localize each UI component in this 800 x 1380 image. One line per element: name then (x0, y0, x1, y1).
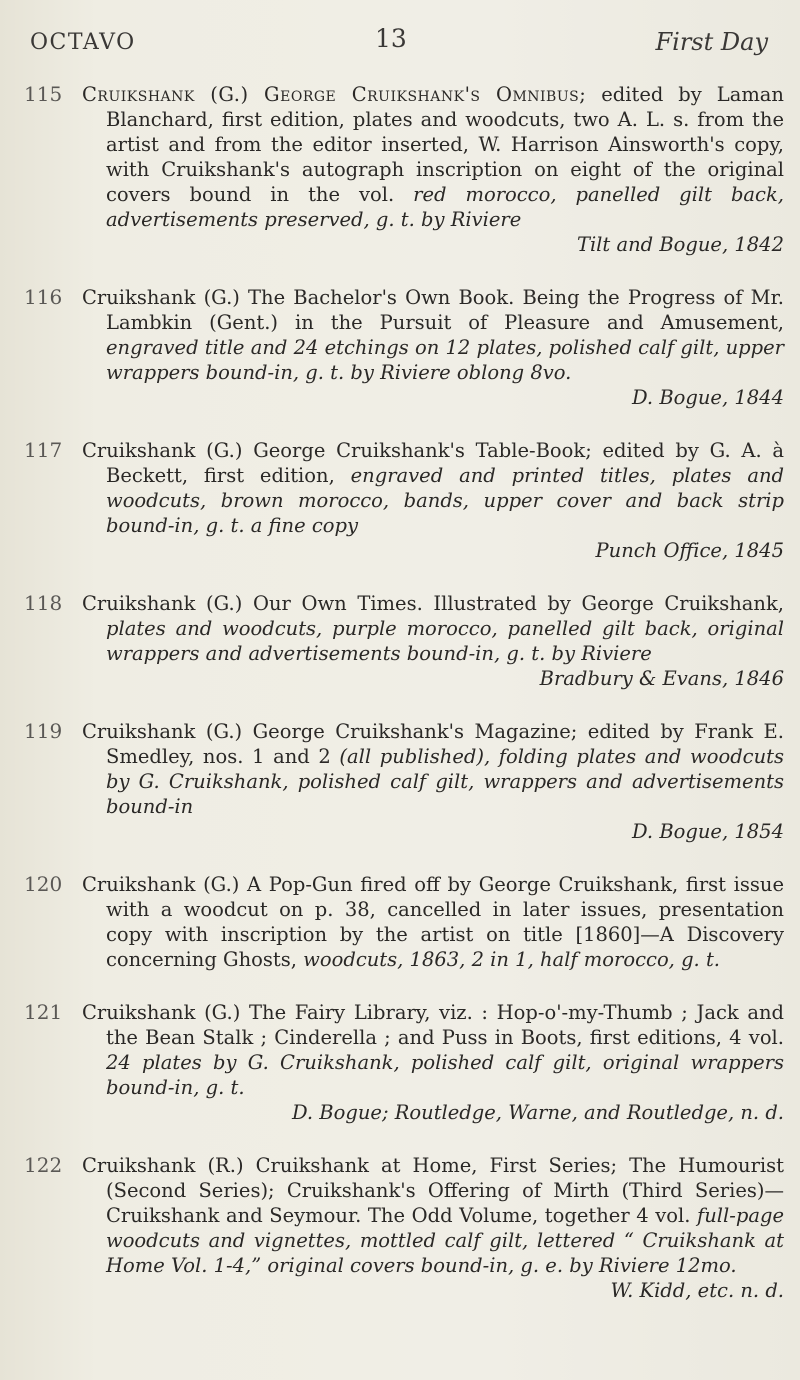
lot-author: Cruikshank (G.) George Cruikshank's Omnibus; (82, 83, 587, 106)
lot-imprint: D. Bogue, 1854 (631, 820, 784, 843)
lot-description (82, 1153, 784, 1303)
lot-binding: 24 plates by G. Cruikshank, polished calf gilt, original wrappers bound-in, g. t. (106, 1051, 784, 1099)
lot-number: 117 (24, 438, 63, 462)
page-number: 13 (375, 24, 407, 53)
lot-number: 115 (24, 82, 63, 106)
lot-binding: red morocco, panelled gilt back, advertisements preserved, g. t. by Riviere (106, 183, 784, 231)
lot-description (82, 438, 784, 563)
lot-imprint: D. Bogue; Routledge, Warne, and Routledge, n. d. (291, 1101, 784, 1124)
lot-author: Cruikshank (G.) (82, 439, 243, 462)
lot-entry (24, 591, 784, 691)
lot-number: 121 (24, 1000, 63, 1024)
lot-imprint: Bradbury & Evans, 1846 (539, 667, 784, 690)
lot-imprint: D. Bogue, 1844 (631, 386, 784, 409)
lot-description (82, 719, 784, 844)
lot-entry (24, 285, 784, 410)
section-title: OCTAVO (30, 30, 136, 55)
lot-description (82, 1000, 784, 1125)
running-head (30, 24, 770, 64)
lot-number: 122 (24, 1153, 63, 1177)
lot-imprint: W. Kidd, etc. n. d. (610, 1279, 784, 1302)
lot-body: A Pop-Gun fired off by George Cruikshank, first issue with a woodcut on p. 38, cancelled in later issues, presentation copy with inscription by the artist on title [1860]—A Discovery concerning Ghosts, (106, 873, 785, 971)
lot-body: The Fairy Library, viz. : Hop-o'-my-Thumb ; Jack and the Bean Stalk ; Cinderella ; and Puss in Boots, first editions, 4 vol. (106, 1001, 784, 1049)
lot-description (82, 285, 784, 410)
lot-description (82, 591, 784, 691)
lot-list (24, 82, 784, 1331)
lot-imprint: Tilt and Bogue, 1842 (576, 233, 784, 256)
lot-description (82, 872, 784, 972)
lot-entry (24, 1153, 784, 1303)
lot-entry (24, 438, 784, 563)
lot-body: edited by Laman Blanchard, first edition, plates and woodcuts, two A. L. s. from the artist and from the editor inserted, W. Harrison Ainsworth's copy, with Cruikshank's autograph inscription on eight of the original covers bound in the vol. (106, 83, 784, 206)
lot-binding: (all published), folding plates and woodcuts by G. Cruikshank, polished calf gilt, wrappers and advertisements bound-in (106, 745, 784, 818)
lot-body: George Cruikshank's Table-Book; edited by G. A. à Beckett, first edition, (106, 439, 785, 487)
lot-author: Cruikshank (G.) (82, 286, 240, 309)
lot-binding: engraved and printed titles, plates and woodcuts, brown morocco, bands, upper cover and back strip bound-in, g. t. a fine copy (106, 464, 784, 537)
lot-body: George Cruikshank's Magazine; edited by Frank E. Smedley, nos. 1 and 2 (106, 720, 784, 768)
lot-description (82, 82, 784, 257)
lot-author: Cruikshank (G.) (82, 1001, 241, 1024)
lot-number: 116 (24, 285, 63, 309)
lot-binding: plates and woodcuts, purple morocco, panelled gilt back, original wrappers and advertisements bound-in, g. t. by Riviere (106, 617, 784, 665)
lot-author: Cruikshank (G.) (82, 592, 243, 615)
lot-format: oblong 8vo. (456, 361, 572, 384)
lot-author: Cruikshank (G.) (82, 720, 243, 743)
lot-binding: full-page woodcuts and vignettes, mottled calf gilt, lettered “ Cruikshank at Home Vol. 1-4,” original covers bound-in, g. e. by Riviere (106, 1204, 784, 1277)
sale-day: First Day (655, 28, 768, 56)
lot-binding: woodcuts, 1863, 2 in 1, half morocco, g. t. (303, 948, 720, 971)
lot-format: 12mo. (675, 1254, 737, 1277)
lot-entry (24, 872, 784, 972)
lot-author: Cruikshank (G.) (82, 873, 240, 896)
lot-number: 119 (24, 719, 63, 743)
lot-body: The Bachelor's Own Book. Being the Progress of Mr. Lambkin (Gent.) in the Pursuit of Pleasure and Amusement, (106, 286, 784, 334)
lot-body: Cruikshank at Home, First Series; The Humourist (Second Series); Cruikshank's Offering of Mirth (Third Series)—Cruikshank and Seymour. The Odd Volume, together 4 vol. (106, 1154, 784, 1227)
lot-imprint: Punch Office, 1845 (595, 539, 784, 562)
lot-number: 120 (24, 872, 63, 896)
lot-number: 118 (24, 591, 63, 615)
lot-binding: engraved title and 24 etchings on 12 plates, polished calf gilt, upper wrappers bound-in, g. t. by Riviere (106, 336, 784, 384)
lot-entry (24, 719, 784, 844)
lot-entry (24, 1000, 784, 1125)
lot-author: Cruikshank (R.) (82, 1154, 244, 1177)
lot-body: Our Own Times. Illustrated by George Cruikshank, (252, 592, 784, 615)
lot-entry (24, 82, 784, 257)
